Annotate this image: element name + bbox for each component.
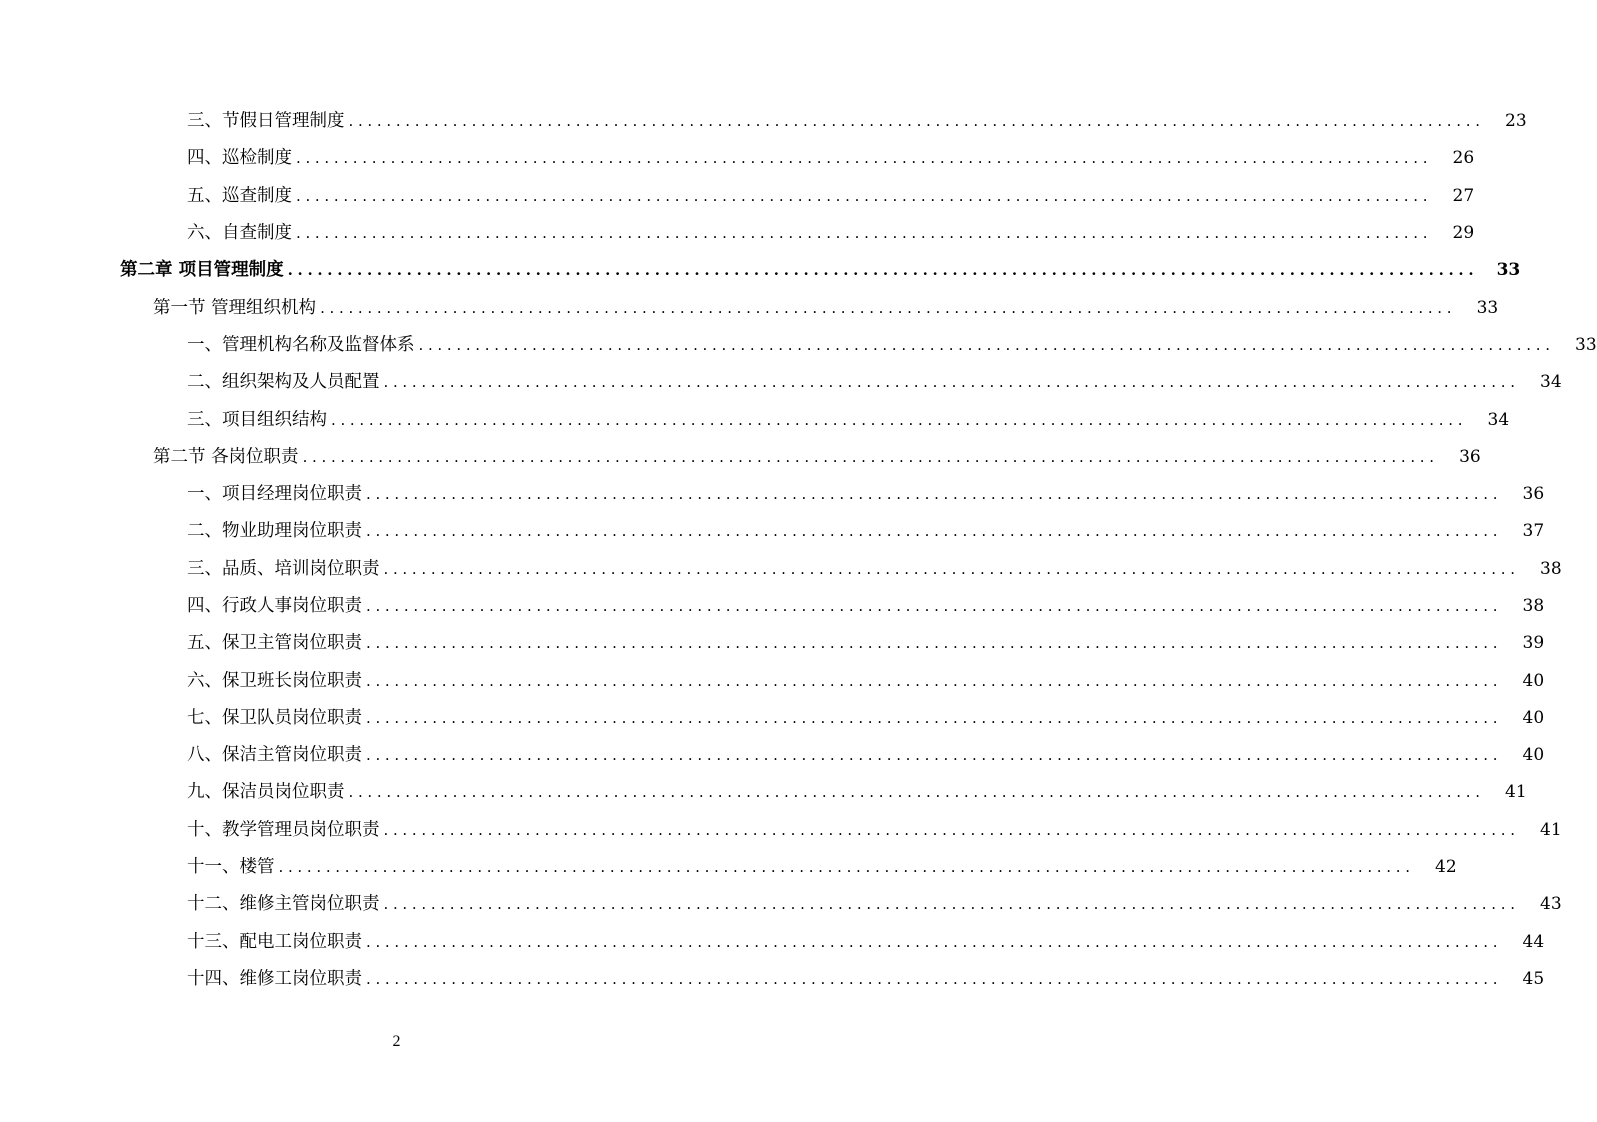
toc-entry-item[interactable] bbox=[0, 961, 1545, 998]
dot-leader: ........................................................................................................................ bbox=[383, 559, 1520, 578]
toc-entry-label: 十三、配电工岗位职责 bbox=[187, 931, 362, 952]
toc-entry-item[interactable] bbox=[0, 774, 1527, 811]
dot-leader: ........................................................................................................................ bbox=[296, 186, 1433, 205]
dot-leader: ........................................................................................................................ bbox=[383, 820, 1520, 839]
toc-entry-page-number: 44 bbox=[1522, 931, 1545, 952]
toc-entry-item[interactable] bbox=[0, 662, 1545, 699]
page-number: 2 bbox=[392, 1033, 401, 1050]
dot-leader: ........................................................................................................................ bbox=[331, 410, 1468, 429]
toc-entry-label: 一、项目经理岗位职责 bbox=[187, 484, 362, 505]
dot-leader: ........................................................................................................................ bbox=[296, 149, 1433, 168]
toc-entry-label: 二、物业助理岗位职责 bbox=[187, 521, 362, 542]
toc-entry-page-number: 38 bbox=[1522, 596, 1545, 616]
toc-entry-page-number: 33 bbox=[1496, 260, 1521, 281]
toc-entry-item[interactable] bbox=[0, 140, 1475, 177]
table-of-contents bbox=[0, 103, 1597, 998]
toc-entry-page-number: 29 bbox=[1452, 223, 1475, 244]
toc-entry-label: 三、节假日管理制度 bbox=[187, 111, 345, 132]
dot-leader: ........................................................................................................................ bbox=[383, 895, 1520, 914]
dot-leader: ........................................................................................................................ bbox=[348, 112, 1485, 131]
dot-leader: ........................................................................................................................ bbox=[383, 373, 1520, 392]
toc-entry-item[interactable] bbox=[0, 886, 1562, 923]
toc-entry-label: 三、品质、培训岗位职责 bbox=[187, 558, 380, 579]
toc-entry-label: 第二节 各岗位职责 bbox=[153, 446, 299, 467]
toc-entry-item[interactable] bbox=[0, 812, 1562, 849]
dot-leader: ........................................................................................................................ bbox=[366, 708, 1503, 727]
dot-leader: ........................................................................................................................ bbox=[366, 597, 1503, 615]
toc-entry-label: 十四、维修工岗位职责 bbox=[187, 968, 362, 989]
dot-leader: ........................................................................................................................ bbox=[348, 783, 1485, 802]
toc-entry-item[interactable] bbox=[0, 401, 1510, 438]
toc-entry-page-number: 36 bbox=[1459, 446, 1481, 467]
toc-entry-label: 三、项目组织结构 bbox=[187, 409, 327, 430]
toc-entry-item[interactable] bbox=[0, 327, 1597, 364]
toc-entry-page-number: 43 bbox=[1540, 894, 1562, 915]
toc-entry-item[interactable] bbox=[0, 625, 1545, 662]
toc-entry-page-number: 40 bbox=[1522, 670, 1545, 691]
dot-leader: ........................................................................................................................ bbox=[366, 522, 1503, 541]
toc-entry-page-number: 36 bbox=[1522, 484, 1545, 505]
toc-entry-section[interactable] bbox=[0, 289, 1499, 326]
toc-entry-label: 六、保卫班长岗位职责 bbox=[187, 670, 362, 691]
toc-entry-item[interactable] bbox=[0, 513, 1545, 550]
dot-leader: ........................................................................................................................ bbox=[287, 261, 1479, 280]
dot-leader: ........................................................................................................................ bbox=[278, 858, 1415, 877]
toc-entry-item[interactable] bbox=[0, 849, 1457, 886]
toc-entry-item[interactable] bbox=[0, 737, 1545, 774]
dot-leader: ........................................................................................................................ bbox=[418, 335, 1555, 354]
toc-entry-chapter[interactable] bbox=[0, 252, 1521, 289]
toc-entry-page-number: 42 bbox=[1435, 857, 1457, 878]
toc-entry-page-number: 33 bbox=[1476, 297, 1499, 318]
toc-entry-label: 五、巡查制度 bbox=[187, 185, 292, 206]
toc-entry-label: 九、保洁员岗位职责 bbox=[187, 782, 345, 803]
toc-entry-item[interactable] bbox=[0, 364, 1562, 401]
toc-entry-label: 十二、维修主管岗位职责 bbox=[187, 894, 380, 915]
toc-entry-label: 四、巡检制度 bbox=[187, 148, 292, 169]
toc-entry-page-number: 26 bbox=[1452, 148, 1475, 169]
toc-entry-item[interactable] bbox=[0, 700, 1545, 737]
toc-entry-label: 十一、楼管 bbox=[187, 857, 275, 878]
toc-entry-page-number: 40 bbox=[1522, 745, 1545, 766]
dot-leader: ........................................................................................................................ bbox=[366, 969, 1503, 988]
toc-entry-page-number: 34 bbox=[1540, 372, 1562, 393]
toc-entry-page-number: 37 bbox=[1522, 521, 1545, 542]
toc-entry-page-number: 27 bbox=[1452, 185, 1475, 206]
toc-entry-item[interactable] bbox=[0, 551, 1562, 588]
toc-entry-page-number: 23 bbox=[1505, 111, 1527, 132]
toc-entry-page-number: 34 bbox=[1487, 409, 1510, 430]
dot-leader: ........................................................................................................................ bbox=[366, 634, 1503, 653]
toc-entry-page-number: 41 bbox=[1505, 782, 1527, 803]
dot-leader: ........................................................................................................................ bbox=[320, 298, 1457, 317]
toc-entry-label: 第二章 项目管理制度 bbox=[120, 260, 284, 281]
toc-entry-item[interactable] bbox=[0, 476, 1545, 513]
dot-leader: ........................................................................................................................ bbox=[366, 485, 1503, 504]
dot-leader: ........................................................................................................................ bbox=[296, 224, 1433, 243]
toc-entry-item[interactable] bbox=[0, 178, 1475, 215]
toc-entry-label: 二、组织架构及人员配置 bbox=[187, 372, 380, 393]
dot-leader: ........................................................................................................................ bbox=[366, 746, 1503, 765]
dot-leader: ........................................................................................................................ bbox=[366, 932, 1503, 951]
toc-entry-page-number: 33 bbox=[1575, 334, 1597, 355]
toc-entry-label: 六、自查制度 bbox=[187, 223, 292, 244]
toc-entry-label: 五、保卫主管岗位职责 bbox=[187, 633, 362, 654]
dot-leader: ........................................................................................................................ bbox=[366, 671, 1503, 690]
toc-entry-item[interactable] bbox=[0, 924, 1545, 961]
toc-entry-page-number: 38 bbox=[1540, 558, 1562, 579]
toc-entry-section[interactable] bbox=[0, 439, 1481, 476]
toc-entry-label: 十、教学管理员岗位职责 bbox=[187, 819, 380, 840]
toc-entry-page-number: 40 bbox=[1522, 707, 1545, 728]
dot-leader: ........................................................................................................................ bbox=[302, 447, 1439, 466]
toc-entry-label: 一、管理机构名称及监督体系 bbox=[187, 334, 415, 355]
toc-entry-label: 四、行政人事岗位职责 bbox=[187, 596, 362, 616]
toc-entry-label: 七、保卫队员岗位职责 bbox=[187, 707, 362, 728]
toc-entry-item[interactable] bbox=[0, 215, 1475, 252]
toc-entry-page-number: 45 bbox=[1522, 968, 1545, 989]
toc-entry-label: 第一节 管理组织机构 bbox=[153, 297, 317, 318]
toc-entry-page-number: 41 bbox=[1540, 819, 1562, 840]
toc-entry-item[interactable] bbox=[0, 588, 1545, 625]
toc-entry-label: 八、保洁主管岗位职责 bbox=[187, 745, 362, 766]
toc-entry-item[interactable] bbox=[0, 103, 1527, 140]
toc-entry-page-number: 39 bbox=[1522, 633, 1545, 654]
